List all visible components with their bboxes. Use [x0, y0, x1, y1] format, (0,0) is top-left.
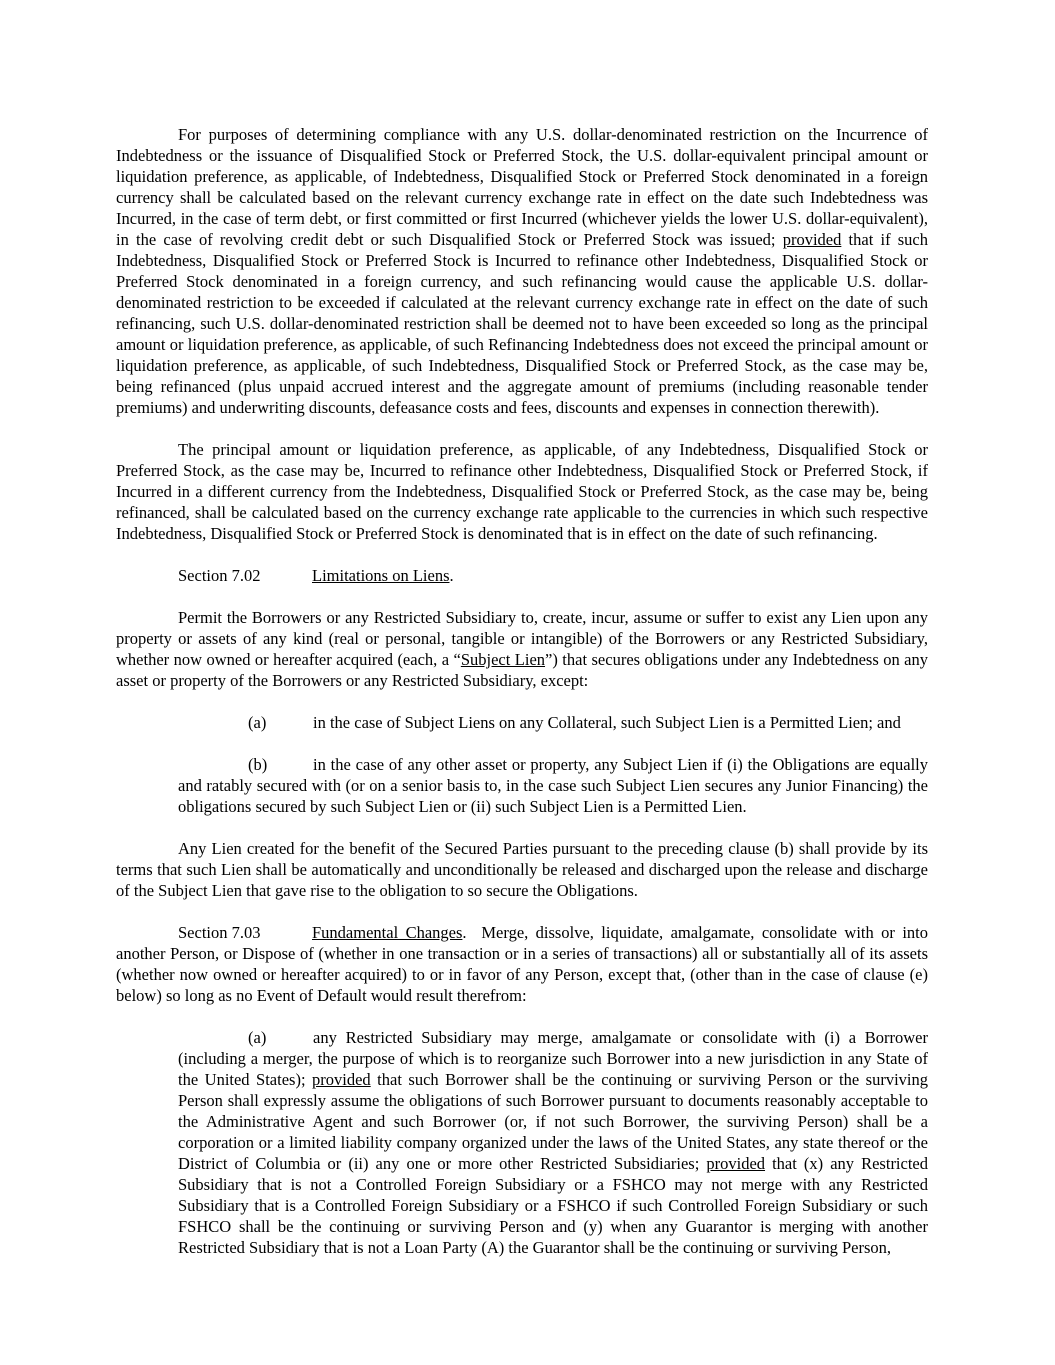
underlined-term: provided: [706, 1154, 766, 1173]
section-number: Section 7.02: [178, 566, 261, 585]
text-run: any Restricted Subsidiary may merge, amalgamate or consolidate with (i) a Borrower (including a merger, the purpose of which is to reorganize such Borrower into a new jurisdiction in any State of the United States);: [178, 1028, 928, 1089]
para-lien-release: [116, 838, 928, 901]
text-run: ”) that secures obligations under any Indebtedness on any asset or property of the Borrowers or any Restricted Subsidiary, except:: [116, 650, 928, 690]
text-run: The principal amount or liquidation preference, as applicable, of any Indebtedness, Disqualified Stock or Preferred Stock, as the case may be, Incurred to refinance other Indebtedness, Disqualified Stock or Preferred Stock, if Incurred in a different currency from the Indebtedness, Disqualified Stock or Preferred Stock, as the case may be, being refinanced, shall be calculated based on the currency exchange rate applicable to the currencies in which such respective Indebtedness, Disqualified Stock or Preferred Stock is denominated that is in effect on the date of such refinancing.: [116, 440, 928, 543]
underlined-term: provided: [782, 230, 842, 249]
section-7-03-paragraph: [116, 922, 928, 1006]
document-body: [116, 124, 928, 1258]
text-run: that such Borrower shall be the continuing or surviving Person or the surviving Person shall expressly assume the obligations of such Borrower pursuant to documents reasonably acceptable to the Administrative Agent and such Borrower (or, if not such Borrower, the surviving Person) shall be a corporation or a limited liability company organized under the laws of the United States, any state thereof or the District of Columbia or (ii) any one or more other Restricted Subsidiaries;: [178, 1070, 928, 1173]
section-number: Section 7.03: [178, 923, 261, 942]
text-run: .: [449, 566, 454, 585]
section-7-02-heading: [116, 565, 928, 586]
underlined-term: Limitations on Liens: [312, 566, 450, 585]
clause-7-03-a: [178, 1027, 928, 1258]
text-run: that if such Indebtedness, Disqualified Stock or Preferred Stock is Incurred to refinance other Indebtedness, Disqualified Stock or Preferred Stock denominated in a foreign currency, and such refinancing would cause the applicable U.S. dollar-denominated restriction to be exceeded if calculated at the relevant currency exchange rate in effect on the date of such refinancing, such U.S. dollar-denominated restriction shall be deemed not to have been exceeded so long as the principal amount or liquidation preference, as applicable, of such Refinancing Indebtedness does not exceed the principal amount or liquidation preference, as applicable, of such Indebtedness, Disqualified Stock or Preferred Stock, as the case may be, being refinanced (plus unpaid accrued interest and the aggregate amount of premiums (including reasonable tender premiums) and underwriting discounts, defeasance costs and fees, discounts and expenses in connection therewith).: [116, 230, 928, 417]
clause-7-02-b: [178, 754, 928, 817]
text-run: . Merge, dissolve, liquidate, amalgamate, consolidate with or into another Person, or Dispose of (whether in one transaction or in a series of transactions) all or substantially all of its assets (whether now owned or hereafter acquired) to or in favor of any Person, except that, (other than in the case of clause (e) below) so long as no Event of Default would result therefrom:: [116, 923, 928, 1005]
text-run: Permit the Borrowers or any Restricted Subsidiary to, create, incur, assume or suffer to exist any Lien upon any property or assets of any kind (real or personal, tangible or intangible) of the Borrowers or any Restricted Subsidiary, whether now owned or hereafter acquired (each, a “: [116, 608, 928, 669]
text-run: Any Lien created for the benefit of the Secured Parties pursuant to the preceding clause (b) shall provide by its terms that such Lien shall be automatically and unconditionally be released and discharged upon the release and discharge of the Subject Lien that gave rise to the obligation to so secure the Obligations.: [116, 839, 928, 900]
clause-label: (a): [248, 713, 267, 732]
underlined-term: Fundamental Changes: [312, 923, 463, 942]
para-liens-covenant: [116, 607, 928, 691]
para-refinancing-calculation: [116, 439, 928, 544]
underlined-term: provided: [312, 1070, 371, 1089]
underlined-term: Subject Lien: [460, 650, 546, 669]
text-run: in the case of Subject Liens on any Collateral, such Subject Lien is a Permitted Lien; and: [313, 713, 901, 732]
clause-label: (b): [248, 755, 268, 774]
clause-7-02-a: [178, 712, 928, 733]
text-run: in the case of any other asset or property, any Subject Lien if (i) the Obligations are equally and ratably secured with (or on a senior basis to, in the case such Subject Lien secures any Junior Financing) the obligations secured by such Subject Lien or (ii) such Subject Lien is a Permitted Lien.: [178, 755, 928, 816]
text-run: that (x) any Restricted Subsidiary that is not a Controlled Foreign Subsidiary or a FSHCO may not merge with any Restricted Subsidiary that is a Controlled Foreign Subsidiary or a FSHCO if such Controlled Foreign Subsidiary or such FSHCO shall be the continuing or surviving Person and (y) when any Guarantor is merging with another Restricted Subsidiary that is not a Loan Party (A) the Guarantor shall be the continuing or surviving Person,: [178, 1154, 928, 1257]
text-run: For purposes of determining compliance with any U.S. dollar-denominated restriction on the Incurrence of Indebtedness or the issuance of Disqualified Stock or Preferred Stock, the U.S. dollar-equivalent principal amount or liquidation preference, as applicable, of Indebtedness, Disqualified Stock or Preferred Stock denominated in a foreign currency shall be calculated based on the relevant currency exchange rate in effect on the date such Indebtedness was Incurred, in the case of term debt, or first committed or first Incurred (whichever yields the lower U.S. dollar-equivalent), in the case of revolving credit debt or such Disqualified Stock or Preferred Stock was issued;: [116, 125, 928, 249]
clause-label: (a): [248, 1028, 267, 1047]
para-currency-compliance: [116, 124, 928, 418]
